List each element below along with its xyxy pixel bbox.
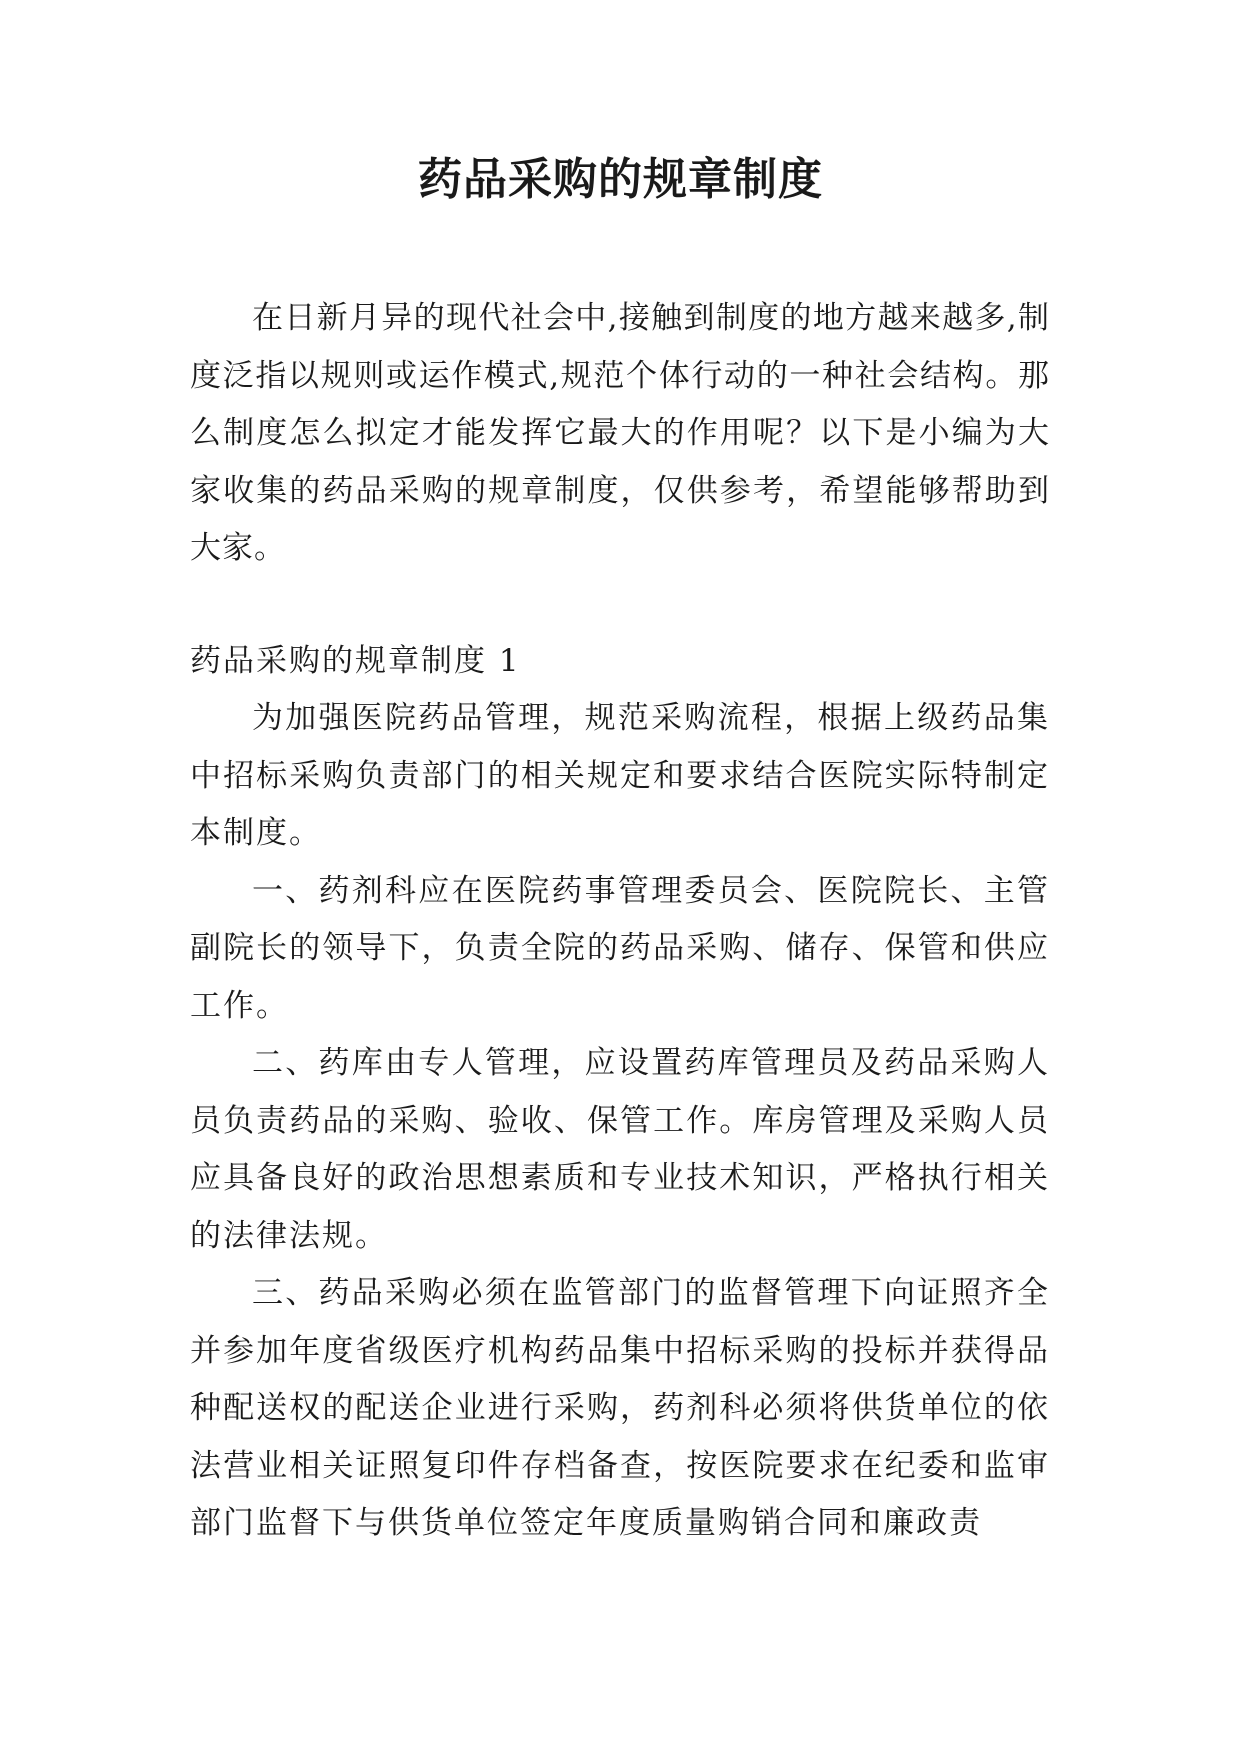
body-paragraph: 三、药品采购必须在监管部门的监督管理下向证照齐全并参加年度省级医疗机构药品集中招标采购的投标并获得品种配送权的配送企业进行采购，药剂科必须将供货单位的依法营业相关证照复印件存档备查，按医院要求在纪委和监审部门监督下与供货单位签定年度质量购销合同和廉政责 bbox=[190, 1275, 1050, 1541]
body-paragraph: 为加强医院药品管理，规范采购流程，根据上级药品集中招标采购负责部门的相关规定和要求结合医院实际特制定本制度。 bbox=[190, 700, 1050, 851]
document-body bbox=[190, 290, 1050, 1553]
body-paragraph: 一、药剂科应在医院药事管理委员会、医院院长、主管副院长的领导下，负责全院的药品采购、储存、保管和供应工作。 bbox=[190, 872, 1050, 1024]
document-title: 药品采购的规章制度 bbox=[418, 154, 823, 205]
body-paragraph: 二、药库由专人管理，应设置药库管理员及药品采购人员负责药品的采购、验收、保管工作。库房管理及采购人员应具备良好的政治思想素质和专业技术知识，严格执行相关的法律法规。 bbox=[190, 1045, 1050, 1254]
section-heading: 药品采购的规章制度 1 bbox=[190, 642, 521, 679]
intro-paragraph: 在日新月异的现代社会中,接触到制度的地方越来越多,制度泛指以规则或运作模式,规范个体行动的一种社会结构。那么制度怎么拟定才能发挥它最大的作用呢？以下是小编为大家收集的药品采购的规章制度，仅供参考，希望能够帮助到大家。 bbox=[190, 300, 1050, 566]
